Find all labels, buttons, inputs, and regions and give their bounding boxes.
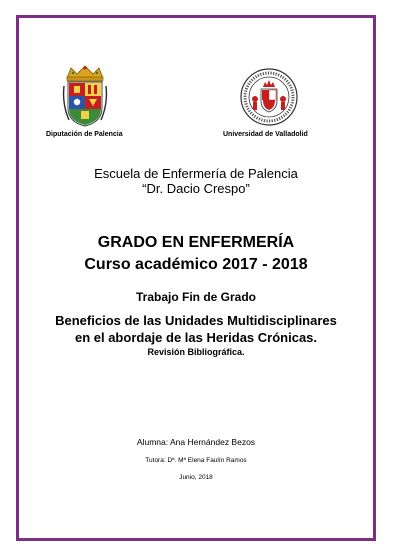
work-title-line-1: Beneficios de las Unidades Multidisciplinares bbox=[55, 313, 337, 328]
universidad-valladolid-seal-icon bbox=[239, 67, 299, 127]
diputacion-palencia-coat-of-arms-icon bbox=[61, 64, 109, 128]
work-subtitle: Revisión Bibliográfica. bbox=[147, 347, 245, 357]
tutor-name: Tutora: Dª. Mª Elena Faulín Ramos bbox=[145, 457, 247, 464]
school-honoree: “Dr. Dacio Crespo” bbox=[142, 181, 250, 196]
degree-title: GRADO EN ENFERMERÍA bbox=[97, 234, 295, 251]
left-logo-caption: Diputación de Palencia bbox=[46, 131, 123, 138]
right-logo-caption: Universidad de Valladolid bbox=[223, 131, 308, 138]
work-type: Trabajo Fin de Grado bbox=[135, 290, 257, 304]
student-name: Alumna: Ana Hernández Bezos bbox=[136, 437, 256, 447]
school-name: Escuela de Enfermería de Palencia bbox=[94, 166, 298, 181]
work-title-line-2: en el abordaje de las Heridas Crónicas. bbox=[74, 330, 318, 345]
submission-date: Junio, 2018 bbox=[179, 474, 213, 481]
academic-year: Curso académico 2017 - 2018 bbox=[84, 256, 308, 273]
